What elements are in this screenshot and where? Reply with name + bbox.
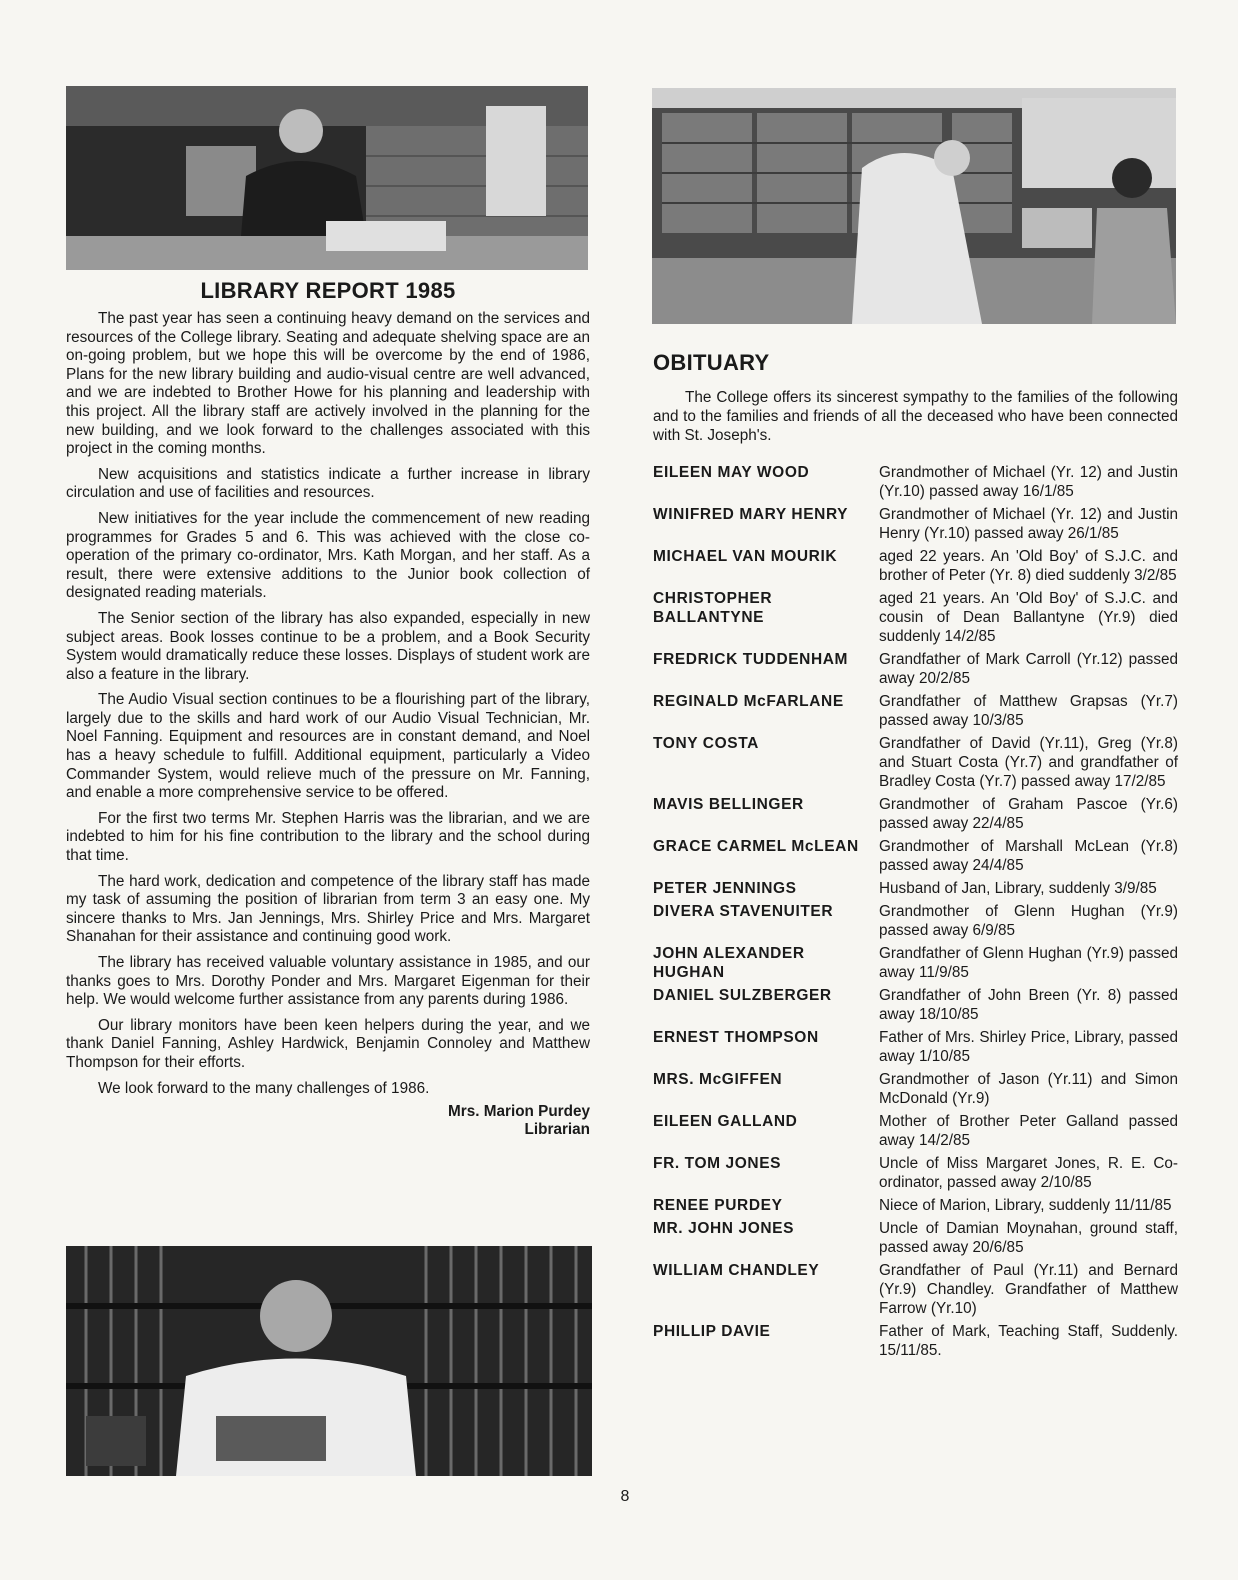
obituary-detail: aged 22 years. An 'Old Boy' of S.J.C. and brother of Peter (Yr. 8) died suddenly 3/2/85 <box>879 548 1178 584</box>
page-number: 8 <box>620 1488 630 1505</box>
report-paragraph: We look forward to the many challenges of 1986. <box>98 1079 430 1097</box>
obituary-entry <box>653 1261 1178 1318</box>
obituary-detail: Father of Mark, Teaching Staff, Suddenly. 15/11/85. <box>879 1323 1178 1359</box>
obituary-name: WILLIAM CHANDLEY <box>653 1262 820 1279</box>
obituary-name: JOHN ALEXANDER HUGHAN <box>653 945 805 981</box>
obituary-detail: Grandfather of Matthew Grapsas (Yr.7) passed away 10/3/85 <box>879 693 1178 729</box>
obituary-name: REGINALD McFARLANE <box>653 693 844 710</box>
obituary-detail: Grandmother of Graham Pascoe (Yr.6) passed away 22/4/85 <box>879 796 1178 832</box>
obituary-detail: Mother of Brother Peter Galland passed away 14/2/85 <box>879 1113 1178 1149</box>
obituary-entry <box>653 944 1178 982</box>
obituary-entry <box>653 837 1178 875</box>
report-paragraph: The library has received valuable voluntary assistance in 1985, and our thanks goes to Mrs. Dorothy Ponder and Mrs. Margaret Eigenman for their help. We would welcome further assistance from any parents during 1986. <box>66 954 590 1009</box>
obituary-entry <box>653 1219 1178 1257</box>
report-paragraph: New initiatives for the year include the commencement of new reading programmes for Grades 5 and 6. This was achieved with the close co-operation of the primary co-ordinator, Mrs. Kath Morgan, and her staff. As a result, there were extensive additions to the Junior book collection of designated reading materials. <box>66 509 590 602</box>
library-report <box>66 278 590 1139</box>
photo-library-students <box>652 88 1176 324</box>
obituary-name: MAVIS BELLINGER <box>653 796 804 813</box>
obituary-name: PETER JENNINGS <box>653 880 797 897</box>
report-body <box>66 310 590 1098</box>
obituary-entry <box>653 734 1178 791</box>
obituary-entry <box>653 505 1178 543</box>
obituary-entry <box>653 1154 1178 1192</box>
obituary-detail: Grandmother of Marshall McLean (Yr.8) passed away 24/4/85 <box>879 838 1178 874</box>
obituary-detail: Grandfather of John Breen (Yr. 8) passed away 18/10/85 <box>879 987 1178 1023</box>
report-paragraph: The past year has seen a continuing heavy demand on the services and resources of the College library. Seating and adequate shelving space are an on-going problem, but we hope this will be overcome by the end of 1986, Plans for the new library building and audio-visual centre are well advanced, and we are indebted to Brother Howe for his planning and leadership with this project. All the library staff are actively involved in the planning for the new building, and we look forward to the challenges associated with this project in the coming months. <box>66 310 590 458</box>
obituary-entry <box>653 1196 1178 1215</box>
obituary-entry <box>653 547 1178 585</box>
obituary-entry <box>653 795 1178 833</box>
obituary-name: MRS. McGIFFEN <box>653 1071 783 1088</box>
report-paragraph: New acquisitions and statistics indicate a further increase in library circulation and use of facilities and resources. <box>66 465 590 502</box>
obituary-name: CHRISTOPHER BALLANTYNE <box>653 590 773 626</box>
signature-role: Librarian <box>524 1121 590 1139</box>
obituary-name: TONY COSTA <box>653 735 759 752</box>
obituary-entry <box>653 692 1178 730</box>
obituary-name: RENEE PURDEY <box>653 1197 783 1214</box>
obituary-detail: aged 21 years. An 'Old Boy' of S.J.C. and cousin of Dean Ballantyne (Yr.9) died suddenly 14/2/85 <box>879 590 1178 645</box>
report-paragraph: The Senior section of the library has also expanded, especially in new subject areas. Book losses continue to be a problem, and a Book Security System would dramatically reduce these losses. Displays of student work are also a feature in the library. <box>66 609 590 683</box>
report-paragraph: Our library monitors have been keen helpers during the year, and we thank Daniel Fanning, Ashley Hardwick, Benjamin Connoley and Matthew Thompson for their efforts. <box>66 1016 590 1071</box>
obituary-detail: Husband of Jan, Library, suddenly 3/9/85 <box>879 880 1157 897</box>
report-paragraph: The hard work, dedication and competence of the library staff has made my task of assuming the position of librarian from term 3 an easy one. My sincere thanks to Mrs. Jan Jennings, Mrs. Shirley Price and Mrs. Margaret Shanahan for their assistance and continuing good work. <box>66 872 590 946</box>
signature-name: Mrs. Marion Purdey <box>448 1103 590 1121</box>
obituary-detail: Father of Mrs. Shirley Price, Library, passed away 1/10/85 <box>879 1029 1178 1065</box>
obituary-name: DIVERA STAVENUITER <box>653 903 834 920</box>
report-paragraph: For the first two terms Mr. Stephen Harris was the librarian, and we are indebted to him for his fine contribution to the library and the school during that time. <box>66 809 590 865</box>
report-title: LIBRARY REPORT 1985 <box>200 278 456 303</box>
obituary-name: MICHAEL VAN MOURIK <box>653 548 838 565</box>
obituary-name: FR. TOM JONES <box>653 1155 782 1172</box>
obituary-detail: Uncle of Damian Moynahan, ground staff, passed away 20/6/85 <box>879 1220 1178 1256</box>
obituary-intro: The College offers its sincerest sympathy to the families of the following and to the families and friends of all the deceased who have been connected with St. Joseph's. <box>653 389 1178 444</box>
obituary-entry <box>653 879 1178 898</box>
obituary-detail: Grandmother of Jason (Yr.11) and Simon McDonald (Yr.9) <box>879 1071 1178 1107</box>
obituary-name: EILEEN MAY WOOD <box>653 464 810 481</box>
obituary-name: DANIEL SULZBERGER <box>653 987 832 1004</box>
obituary-detail: Grandmother of Michael (Yr. 12) and Justin Henry (Yr.10) passed away 26/1/85 <box>879 506 1178 542</box>
obituary-entry <box>653 902 1178 940</box>
obituary-entry <box>653 1322 1178 1360</box>
obituary-title: OBITUARY <box>653 350 770 375</box>
obituary-detail: Grandfather of Glenn Hughan (Yr.9) passed away 11/9/85 <box>879 945 1178 981</box>
obituary-entry <box>653 589 1178 646</box>
obituary-detail: Grandfather of Paul (Yr.11) and Bernard (Yr.9) Chandley. Grandfather of Matthew Farrow (Yr.10) <box>879 1262 1178 1317</box>
photo-librarian-shelves <box>66 1246 592 1476</box>
obituary-detail: Grandmother of Michael (Yr. 12) and Justin (Yr.10) passed away 16/1/85 <box>879 464 1178 500</box>
obituary-detail: Niece of Marion, Library, suddenly 11/11/85 <box>879 1197 1172 1214</box>
obituary-name: MR. JOHN JONES <box>653 1220 795 1237</box>
report-paragraph: The Audio Visual section continues to be a flourishing part of the library, largely due to the skills and hard work of our Audio Visual Technician, Mr. Noel Fanning. Equipment and resources are in constant demand, and Noel has a heavy schedule to fulfill. Additional equipment, particularly a Video Commander System, would relieve much of the pressure on Mr. Fanning, and enable a more comprehensive service to be offered. <box>66 691 590 802</box>
signature <box>66 1103 590 1139</box>
obituary-name: FREDRICK TUDDENHAM <box>653 651 849 668</box>
obituary-name: GRACE CARMEL McLEAN <box>653 838 859 855</box>
obituary-name: PHILLIP DAVIE <box>653 1323 771 1340</box>
obituary-name: WINIFRED MARY HENRY <box>653 506 849 523</box>
obituary-entry <box>653 650 1178 688</box>
obituary-name: EILEEN GALLAND <box>653 1113 798 1130</box>
obituary-entry <box>653 463 1178 501</box>
obituary-entry <box>653 986 1178 1024</box>
obituary-entry <box>653 1070 1178 1108</box>
obituary-detail: Grandfather of David (Yr.11), Greg (Yr.8) and Stuart Costa (Yr.7) and grandfather of Bradley Costa (Yr.7) passed away 17/2/85 <box>879 735 1178 790</box>
photo-librarian-desk <box>66 86 588 270</box>
obituary-detail: Grandmother of Glenn Hughan (Yr.9) passed away 6/9/85 <box>879 903 1178 939</box>
obituary-section <box>653 350 1178 1364</box>
obituary-detail: Grandfather of Mark Carroll (Yr.12) passed away 20/2/85 <box>879 651 1178 687</box>
obituary-list <box>653 463 1178 1360</box>
obituary-name: ERNEST THOMPSON <box>653 1029 819 1046</box>
obituary-entry <box>653 1028 1178 1066</box>
obituary-detail: Uncle of Miss Margaret Jones, R. E. Co-ordinator, passed away 2/10/85 <box>879 1155 1178 1191</box>
obituary-entry <box>653 1112 1178 1150</box>
